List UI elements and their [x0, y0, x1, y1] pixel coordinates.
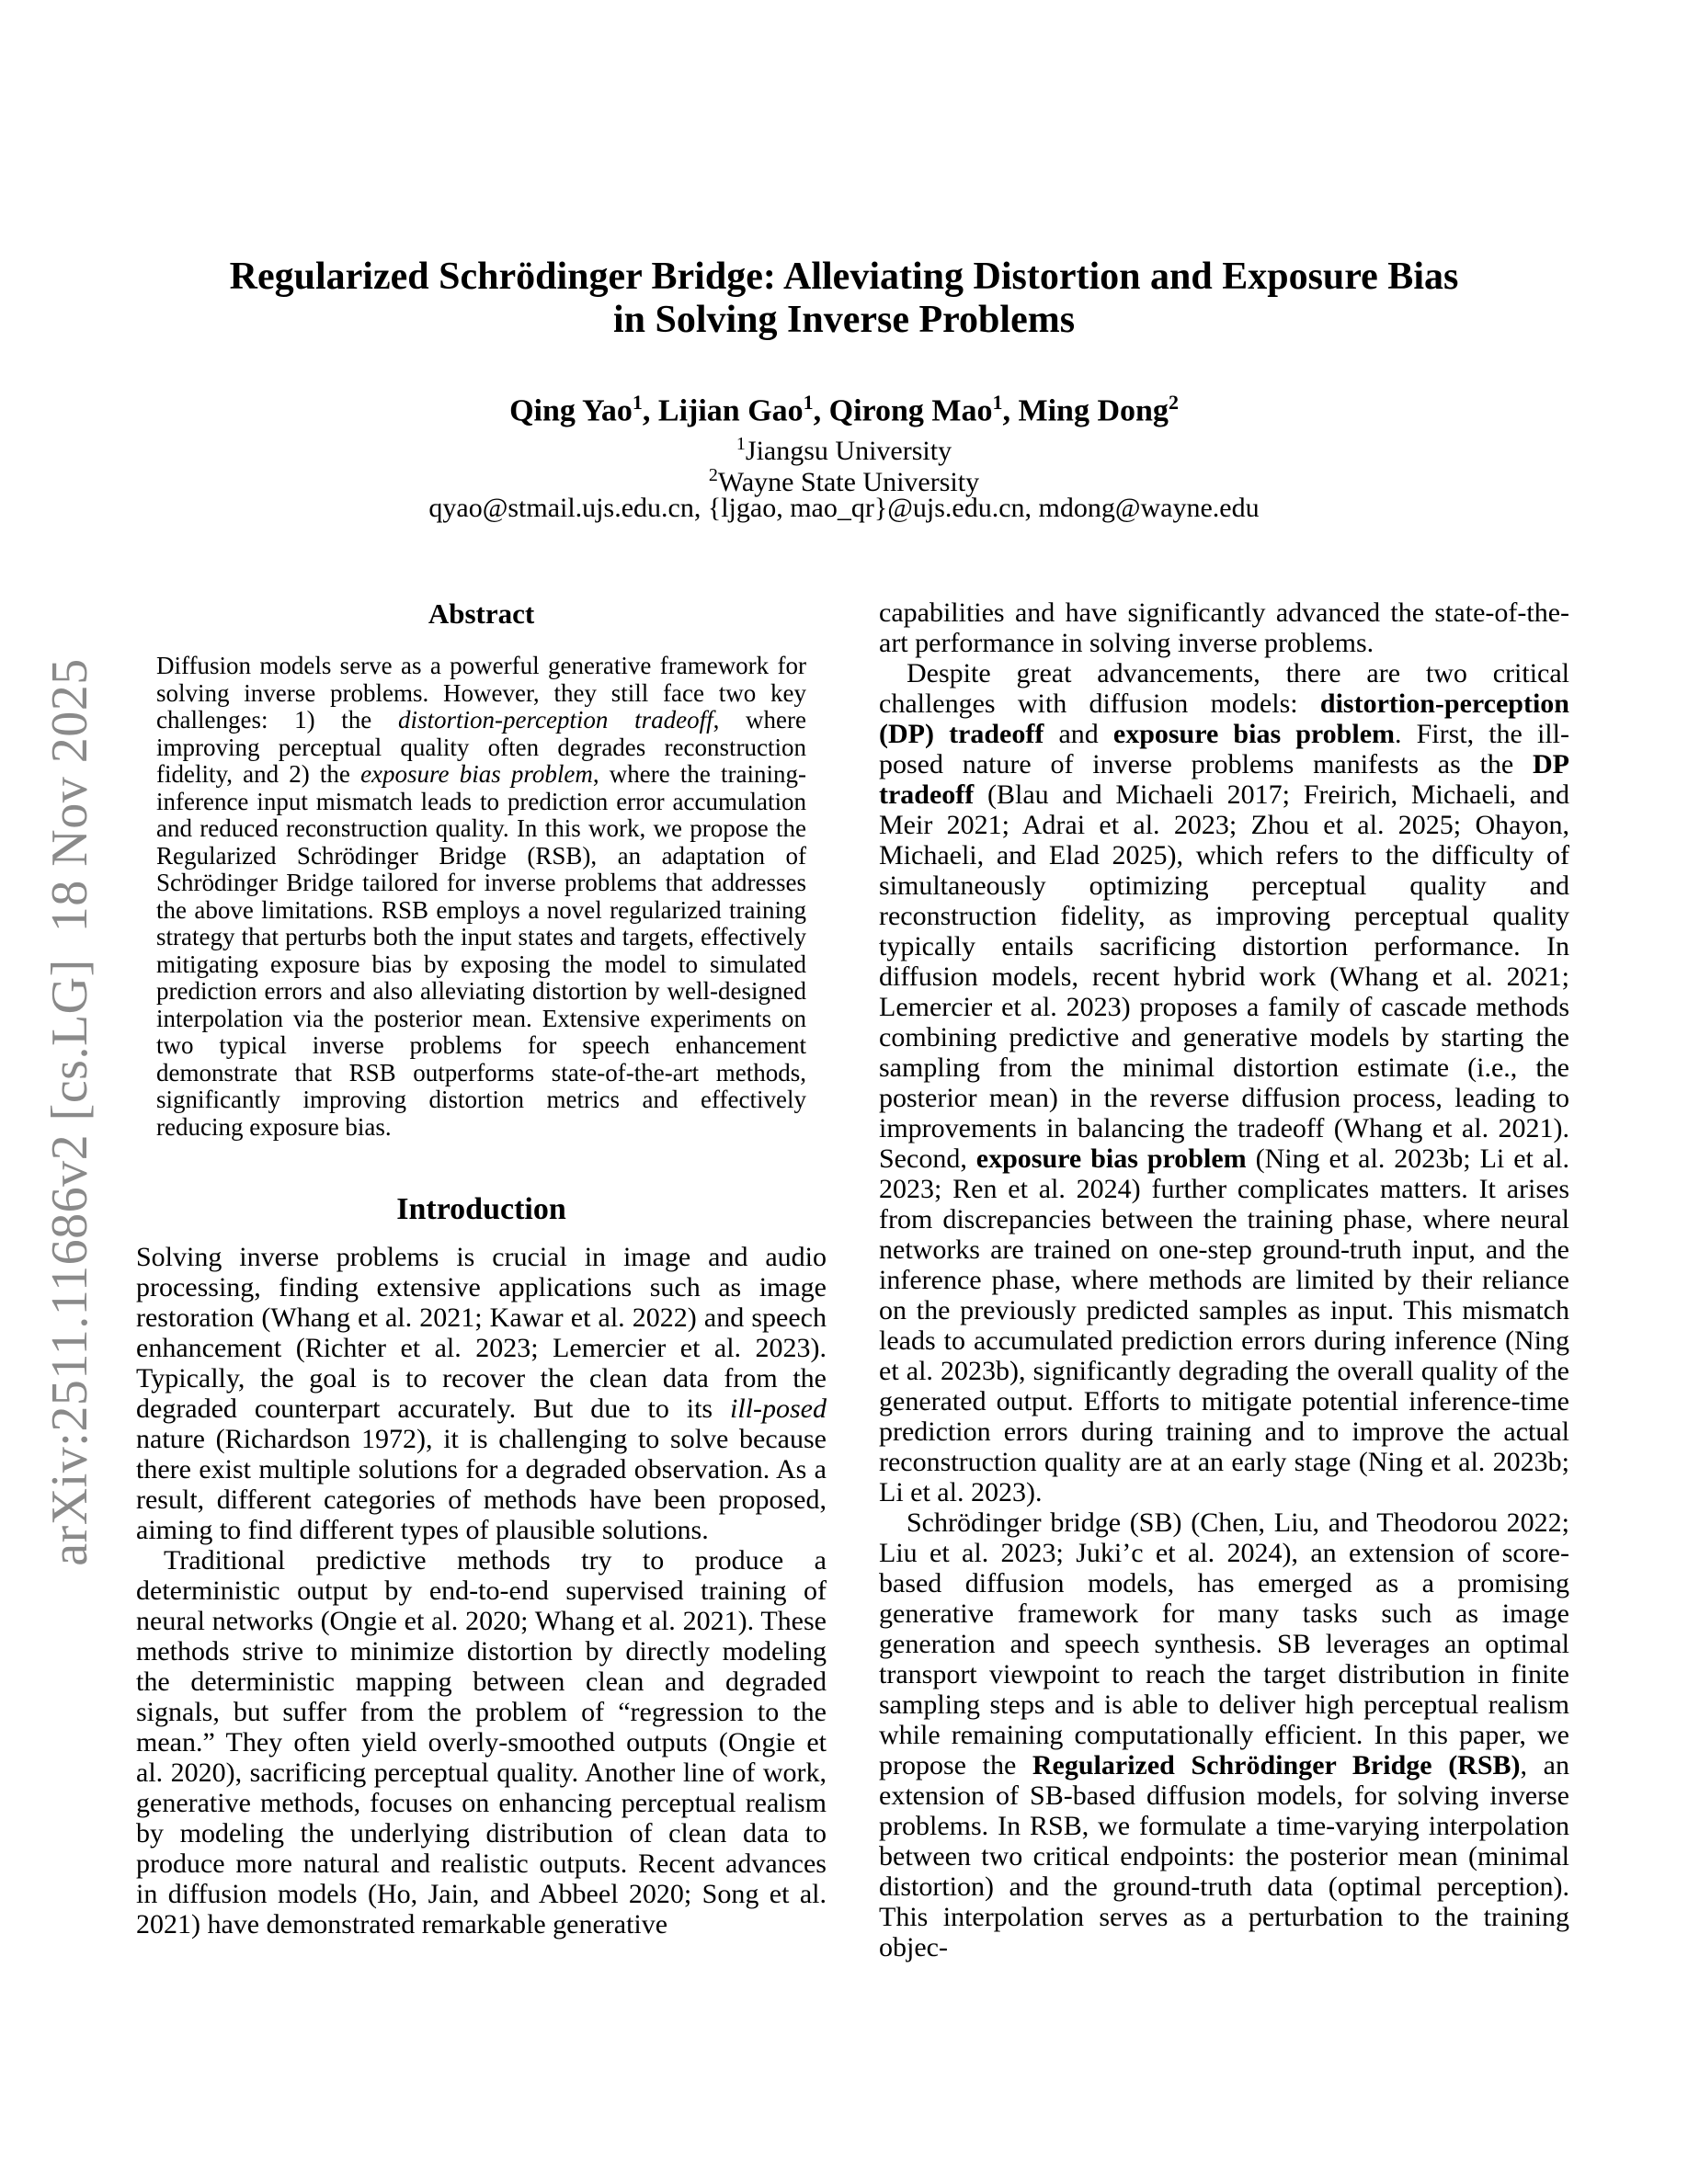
introduction-paragraph-2: Traditional predictive methods try to produce a deterministic output by end-to-end supervised training of neural networks (Ongie et al. 2020; Whang et al. 2021). These methods strive to minimize distortion by directly modeling the deterministic mapping between clean and degraded signals, but suffer from the problem of “regression to the mean.” They often yield overly-smoothed outputs (Ongie et al. 2020), sacrificing perceptual quality. Another line of work, generative methods, focuses on enhancing perceptual realism by modeling the underlying distribution of clean data to produce more natural and realistic outputs. Recent advances in diffusion models (Ho, Jain, and Abbeel 2020; Song et al. 2021) have demonstrated remarkable generative: [136, 1545, 827, 1939]
author-line: Qing Yao$^1$, Lijian Gao$^1$, Qirong Mao$^1$, Ming Dong$^2$: [509, 391, 1179, 428]
paper-title-line-1: Regularized Schrödinger Bridge: Alleviating Distortion and Exposure Bias: [229, 256, 1459, 298]
right-column-paragraph-1: capabilities and have significantly advanced the state-of-the-art performance in solving inverse problems.: [879, 597, 1569, 658]
affiliation-2: $^2$Wayne State University: [708, 465, 980, 497]
email-line: qyao@stmail.ujs.edu.cn, {ljgao, mao_qr}@ujs.edu.cn, mdong@wayne.edu: [428, 493, 1260, 523]
two-column-body: [136, 597, 1569, 1962]
left-column: [136, 597, 827, 1962]
affiliation-1: $^1$Jiangsu University: [736, 434, 952, 466]
right-column-paragraph-3: Schrödinger bridge (SB) (Chen, Liu, and Theodorou 2022; Liu et al. 2023; Juki’c et al. 2024), an extension of score-based diffusion models, has emerged as a promising generative framework for many tasks such as image generation and speech synthesis. SB leverages an optimal transport viewpoint to reach the target distribution in finite sampling steps and is able to deliver high perceptual realism while remaining computationally efficient. In this paper, we propose the Regularized Schrödinger Bridge (RSB), an extension of SB-based diffusion models, for solving inverse problems. In RSB, we formulate a time-varying interpolation between two critical endpoints: the posterior mean (minimal distortion) and the ground-truth data (optimal perception). This interpolation serves as a perturbation to the training objec-: [879, 1507, 1569, 1962]
arxiv-watermark: arXiv:2511.11686v2 [cs.LG] 18 Nov 2025: [41, 658, 98, 1566]
abstract-text: Diffusion models serve as a powerful generative framework for solving inverse problems. However, they still face two key challenges: 1) the distortion-perception tradeoff, where improving perceptual quality often degrades reconstruction fidelity, and 2) the exposure bias problem, where the training-inference input mismatch leads to prediction error accumulation and reduced reconstruction quality. In this work, we propose the Regularized Schrödinger Bridge (RSB), an adaptation of Schrödinger Bridge tailored for inverse problems that addresses the above limitations. RSB employs a novel regularized training strategy that perturbs both the input states and targets, effectively mitigating exposure bias by exposing the model to simulated prediction errors and also alleviating distortion by well-designed interpolation via the posterior mean. Extensive experiments on two typical inverse problems for speech enhancement demonstrate that RSB outperforms state-of-the-art methods, significantly improving distortion metrics and effectively reducing exposure bias.: [156, 652, 806, 1141]
paper-title: [0, 256, 1688, 342]
right-column-paragraph-2: Despite great advancements, there are two critical challenges with diffusion models: distortion-perception (DP) tradeoff and exposure bias problem. First, the ill-posed nature of inverse problems manifests as the DP tradeoff (Blau and Michaeli 2017; Freirich, Michaeli, and Meir 2021; Adrai et al. 2023; Zhou et al. 2025; Ohayon, Michaeli, and Elad 2025), which refers to the difficulty of simultaneously optimizing perceptual quality and reconstruction fidelity, as improving perceptual quality typically entails sacrificing distortion performance. In diffusion models, recent hybrid work (Whang et al. 2021; Lemercier et al. 2023) proposes a family of cascade methods combining predictive and generative models by starting the sampling from the minimal distortion estimate (i.e., the posterior mean) in the reverse diffusion process, leading to improvements in balancing the tradeoff (Whang et al. 2021). Second, exposure bias problem (Ning et al. 2023b; Li et al. 2023; Ren et al. 2024) further complicates matters. It arises from discrepancies between the training phase, where neural networks are trained on one-step ground-truth input, and the inference phase, where methods are limited by their reliance on the previously predicted samples as input. This mismatch leads to accumulated prediction errors during inference (Ning et al. 2023b), significantly degrading the overall quality of the generated output. Efforts to mitigate potential inference-time prediction errors during training and to improve the actual reconstruction quality are at an early stage (Ning et al. 2023b; Li et al. 2023).: [879, 658, 1569, 1507]
introduction-heading: Introduction: [396, 1192, 566, 1226]
paper-title-line-2: in Solving Inverse Problems: [612, 299, 1076, 341]
abstract-heading: Abstract: [428, 597, 535, 630]
right-column: [879, 597, 1569, 1962]
introduction-paragraph-1: Solving inverse problems is crucial in image and audio processing, finding extensive applications such as image restoration (Whang et al. 2021; Kawar et al. 2022) and speech enhancement (Richter et al. 2023; Lemercier et al. 2023). Typically, the goal is to recover the clean data from the degraded counterpart accurately. But due to its ill-posed nature (Richardson 1972), it is challenging to solve because there exist multiple solutions for a degraded observation. As a result, different categories of methods have been proposed, aiming to find different types of plausible solutions.: [136, 1242, 827, 1545]
